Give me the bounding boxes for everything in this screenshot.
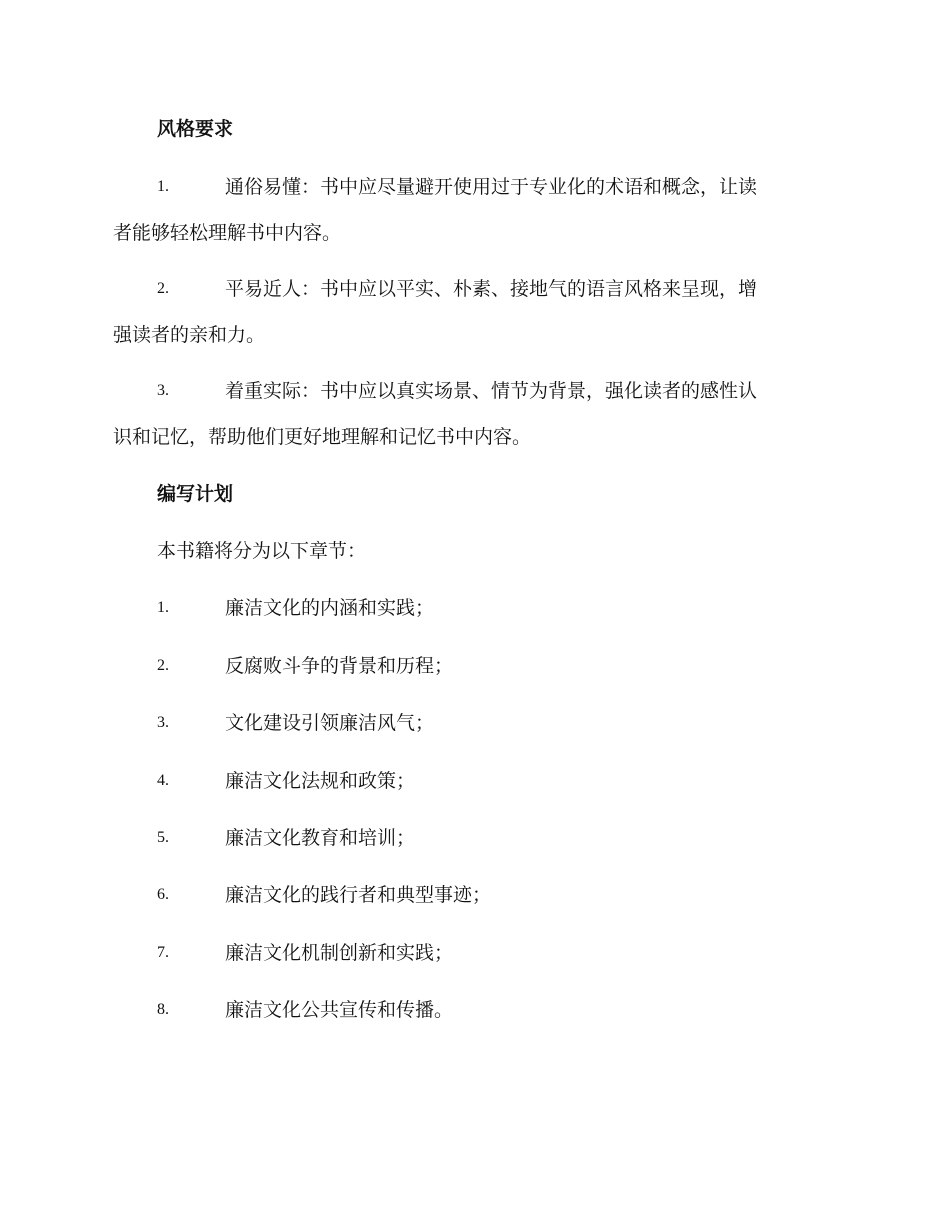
chapter-text: 廉洁文化的内涵和实践； [225, 597, 435, 619]
style-item-number: 2. [157, 280, 169, 297]
style-item-number: 3. [157, 382, 169, 399]
chapter-text: 廉洁文化教育和培训； [225, 827, 416, 849]
style-item-text-line2: 强读者的亲和力。 [113, 324, 266, 346]
style-item-1 [113, 164, 835, 256]
chapter-number: 7. [157, 944, 169, 961]
style-item-text-line1: 通俗易懂：书中应尽量避开使用过于专业化的术语和概念，让读 [225, 176, 758, 198]
chapter-text: 反腐败斗争的背景和历程； [225, 655, 454, 677]
style-item-text-line2: 识和记忆，帮助他们更好地理解和记忆书中内容。 [113, 426, 532, 448]
chapter-text: 廉洁文化公共宣传和传播。 [225, 999, 454, 1021]
chapter-text: 廉洁文化法规和政策； [225, 770, 416, 792]
chapter-number: 8. [157, 1001, 169, 1018]
chapter-number: 1. [157, 599, 169, 616]
style-item-text-line1: 平易近人：书中应以平实、朴素、接地气的语言风格来呈现，增 [225, 278, 758, 300]
chapter-number: 4. [157, 772, 169, 789]
chapter-number: 2. [157, 657, 169, 674]
writing-plan-heading: 编写计划 [157, 483, 234, 505]
style-item-3 [113, 368, 835, 460]
plan-intro: 本书籍将分为以下章节： [157, 540, 367, 562]
chapter-text: 文化建设引领廉洁风气； [225, 712, 435, 734]
chapter-number: 5. [157, 829, 169, 846]
chapter-text: 廉洁文化机制创新和实践； [225, 942, 454, 964]
style-item-2 [113, 266, 835, 358]
style-item-number: 1. [157, 178, 169, 195]
style-item-text-line1: 着重实际：书中应以真实场景、情节为背景，强化读者的感性认 [225, 380, 758, 402]
style-item-text-line2: 者能够轻松理解书中内容。 [113, 222, 342, 244]
style-requirements-heading: 风格要求 [157, 118, 234, 140]
chapter-number: 6. [157, 886, 169, 903]
chapter-text: 廉洁文化的践行者和典型事迹； [225, 884, 492, 906]
chapter-number: 3. [157, 714, 169, 731]
